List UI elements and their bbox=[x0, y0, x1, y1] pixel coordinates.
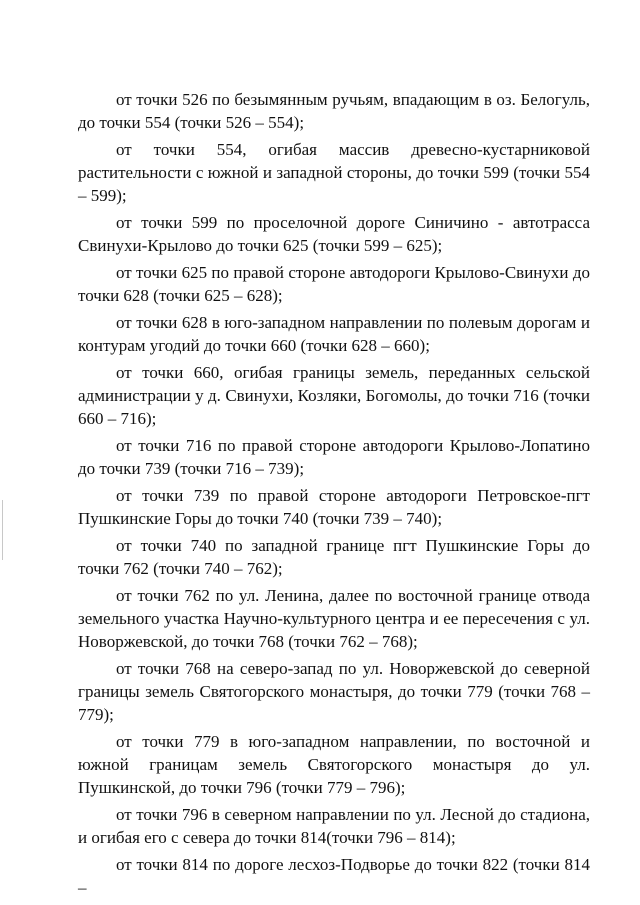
scan-edge-mark bbox=[2, 500, 3, 560]
paragraph-625-628: от точки 625 по правой стороне автодороги Крылово-Свинухи до точки 628 (точки 625 – 628); bbox=[78, 263, 590, 305]
paragraph-599-625: от точки 599 по проселочной дороге Синичино - автотрасса Свинухи-Крылово до точки 625 (точки 599 – 625); bbox=[78, 213, 590, 255]
paragraph-526-554: от точки 526 по безымянным ручьям, впадающим в оз. Белогуль, до точки 554 (точки 526 – 554); bbox=[78, 90, 590, 132]
paragraph-740-762: от точки 740 по западной границе пгт Пушкинские Горы до точки 762 (точки 740 – 762); bbox=[78, 536, 590, 578]
paragraph-762-768: от точки 762 по ул. Ленина, далее по восточной границе отвода земельного участка Научно-культурного центра и ее пересечения с ул. Новоржевской, до точки 768 (точки 762 – 768); bbox=[78, 586, 590, 651]
document-body bbox=[78, 88, 590, 903]
paragraph-660-716: от точки 660, огибая границы земель, переданных сельской администрации у д. Свинухи, Козляки, Богомолы, до точки 716 (точки 660 – 716); bbox=[78, 363, 590, 428]
paragraph-779-796: от точки 779 в юго-западном направлении, по восточной и южной границам земель Святогорского монастыря до ул. Пушкинской, до точки 796 (точки 779 – 796); bbox=[78, 732, 590, 797]
paragraph-716-739: от точки 716 по правой стороне автодороги Крылово-Лопатино до точки 739 (точки 716 – 739); bbox=[78, 436, 590, 478]
paragraph-554-599: от точки 554, огибая массив древесно-кустарниковой растительности с южной и западной стороны, до точки 599 (точки 554 – 599); bbox=[78, 140, 590, 205]
paragraph-628-660: от точки 628 в юго-западном направлении по полевым дорогам и контурам угодий до точки 660 (точки 628 – 660); bbox=[78, 313, 590, 355]
paragraph-814-822: от точки 814 по дороге лесхоз-Подворье до точки 822 (точки 814 – bbox=[78, 855, 590, 897]
paragraph-768-779: от точки 768 на северо-запад по ул. Новоржевской до северной границы земель Святогорского монастыря, до точки 779 (точки 768 – 779); bbox=[78, 659, 590, 724]
paragraph-796-814: от точки 796 в северном направлении по ул. Лесной до стадиона, и огибая его с севера до точки 814(точки 796 – 814); bbox=[78, 805, 590, 847]
paragraph-739-740: от точки 739 по правой стороне автодороги Петровское-пгт Пушкинские Горы до точки 740 (точки 739 – 740); bbox=[78, 486, 590, 528]
